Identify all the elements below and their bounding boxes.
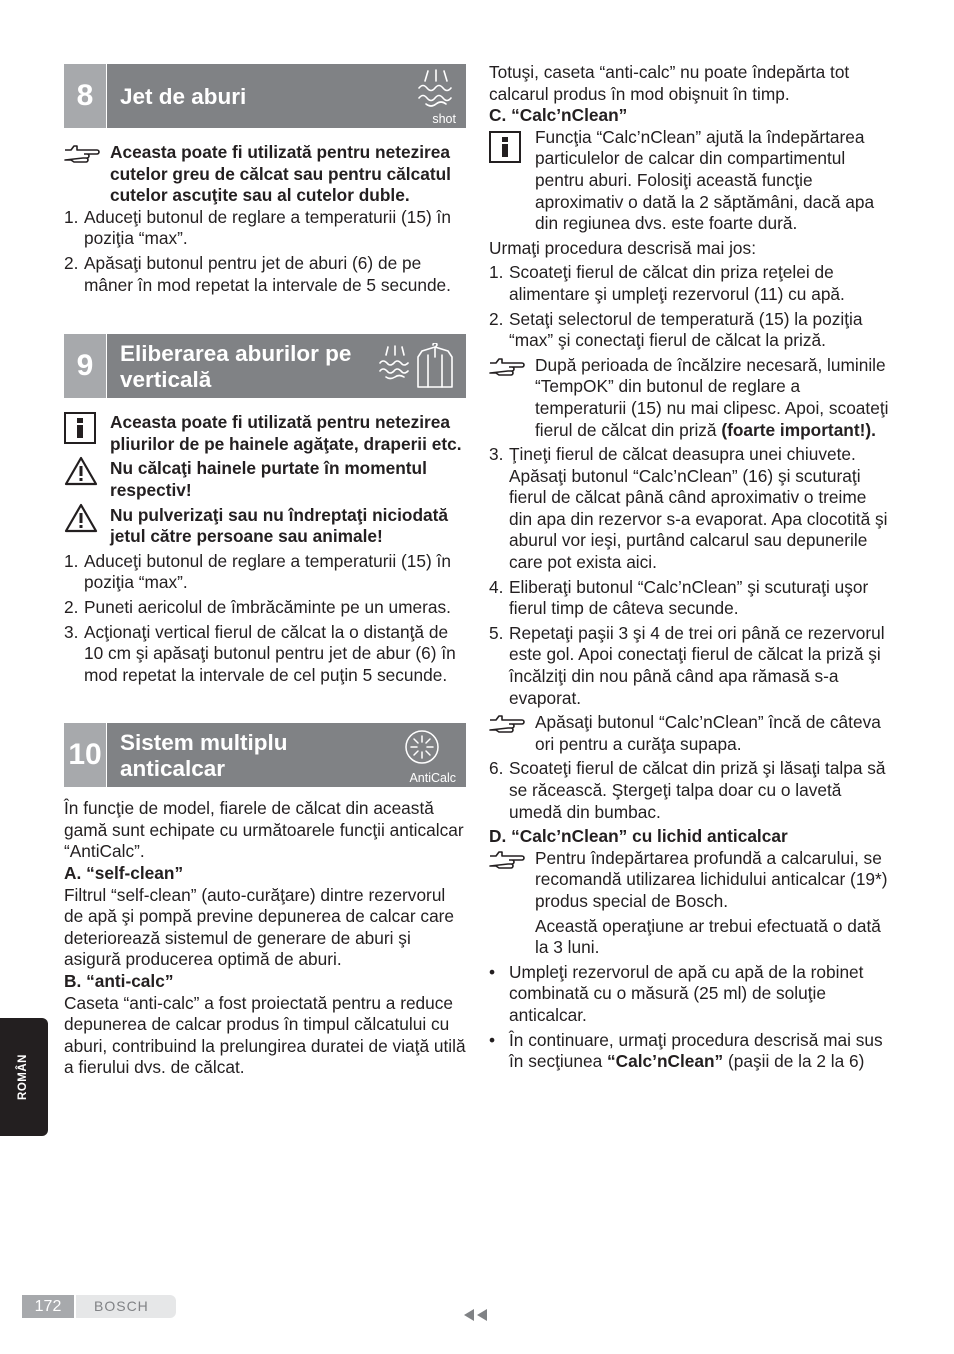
section-number: 10 bbox=[64, 723, 106, 787]
tip-note bbox=[489, 355, 894, 441]
section-9-header bbox=[64, 334, 466, 398]
right-column bbox=[489, 62, 894, 1073]
list-item: 4. Eliberaţi butonul “Calc’nClean” şi scuturaţi uşor fierul timp de câteva secunde. bbox=[489, 576, 869, 619]
steam-shot-icon bbox=[414, 68, 458, 110]
warning-text: Nu călcaţi hainele purtate în momentul respectiv! bbox=[110, 458, 427, 500]
warning-text: Nu pulverizaţi sau nu îndreptaţi niciodată jetul către persoane sau animale! bbox=[110, 504, 448, 547]
tip-note bbox=[489, 712, 894, 755]
pointing-hand-icon bbox=[489, 714, 525, 734]
shot-label: shot bbox=[432, 112, 456, 126]
warning-icon bbox=[64, 503, 98, 533]
subheading: A. “self-clean” bbox=[64, 863, 184, 884]
tip-note bbox=[64, 142, 466, 207]
section-title-bar bbox=[107, 334, 466, 398]
tip-text: După perioada de încălzire necesară, luminile “TempOK” din butonul de reglare a temperaturii (15) nu mai clipesc. Apoi, scoateţi fierul de călcat din priză (foarte important!). bbox=[535, 354, 889, 440]
section-title: Jet de aburi bbox=[120, 84, 247, 109]
info-icon bbox=[489, 131, 521, 163]
list-item: 1. Aduceţi butonul de reglare a temperaturii (15) în poziţia “max”. bbox=[64, 550, 451, 593]
tip-note bbox=[489, 848, 894, 959]
tip-text: Pentru îndepărtarea profundă a calcarului, se recomandă utilizarea lichidului anticalcar (19*) produs special de Bosch. bbox=[535, 847, 888, 911]
paragraph: Filtrul “self-clean” (auto-curăţare) dintre rezervorul de apă şi pompă previne depunerea de calcar care deteriorează sistemul de generare de aburi şi asigură producerea optimă de aburi. bbox=[64, 884, 455, 970]
info-text: Aceasta poate fi utilizată pentru netezirea pliurilor de pe hainele agăţate, draperii etc. bbox=[110, 412, 462, 454]
info-icon bbox=[64, 412, 96, 444]
info-text: Funcţia “Calc’nClean” ajută la îndepărtarea particulelor de calcar din compartimentul pentru aburi. Folosiţi această funcţie aproximativ o dată la 2 săptămâni, dacă apa din regiunea dvs. este foarte dură. bbox=[535, 126, 875, 234]
pointing-hand-icon bbox=[64, 144, 100, 164]
list-item: 1. Scoateţi fierul de călcat din priza reţelei de alimentare şi umpleţi rezervorul (11) cu apă. bbox=[489, 262, 845, 304]
subheading: C. “Calc’nClean” bbox=[489, 105, 628, 126]
list-item: 2. Puneti aericolul de îmbrăcăminte pe un umeras. bbox=[64, 596, 451, 617]
section-number: 8 bbox=[64, 64, 106, 128]
page-number: 172 bbox=[22, 1295, 74, 1318]
list-item: 1. Aduceţi butonul de reglare a temperaturii (15) în poziţia “max”. bbox=[64, 206, 451, 249]
bullet-item: • În continuare, urmaţi procedura descrisă mai sus în secţiunea “Calc’nClean” (paşii de la 2 la 6) bbox=[489, 1029, 883, 1072]
previous-page-arrows-icon bbox=[462, 1308, 490, 1322]
section-title-bar bbox=[107, 64, 466, 128]
left-column bbox=[64, 64, 466, 1079]
list-item: 3. Ţineţi fierul de călcat deasupra unei chiuvete. Apăsaţi butonul “Calc’nClean” (16) şi scuturaţi fierul de călcat până când aproximativ o treime din apa din rezervor s-a evaporat. Apa clocotită şi aburul vor ieşi, purtând calcarul sau depunerile care pot exista aici. bbox=[489, 444, 888, 573]
warning-note bbox=[64, 505, 466, 548]
warning-icon bbox=[64, 456, 98, 486]
paragraph: Caseta “anti-calc” a fost proiectată pentru a reduce depunerea de calcar produs în timpul călcatului cu aburi, contribuind la prelungirea duratei de viaţă utilă a fierului dvs. de călcat. bbox=[64, 992, 466, 1078]
warning-note bbox=[64, 458, 466, 501]
tip-text: Aceasta poate fi utilizată pentru netezirea cutelor greu de călcat sau pentru călcatul cutelor ascuţite sau al cutelor duble. bbox=[110, 142, 451, 206]
vertical-steam-icon bbox=[378, 343, 458, 389]
bullet-item: • Umpleţi rezervorul de apă cu apă de la robinet combinată cu o măsură (25 ml) de soluţie anticalcar. bbox=[489, 961, 864, 1025]
section-8-header bbox=[64, 64, 466, 128]
language-tab: ROMÂN bbox=[0, 1018, 48, 1136]
list-item: 2. Setaţi selectorul de temperatură (15) la poziţia “max” şi conectaţi fierul de călcat la priză. bbox=[489, 308, 863, 351]
tip-text: Apăsaţi butonul “Calc’nClean” încă de câteva ori pentru a curăţa supapa. bbox=[535, 712, 881, 754]
paragraph: În funcţie de model, fiarele de călcat din această gamă sunt echipate cu următoarele funcţii anticalcar “AntiCalc”. bbox=[64, 798, 464, 862]
list-item: 3. Acţionaţi vertical fierul de călcat la o distanţă de 10 cm şi apăsaţi butonul pentru jet de abur (6) în mod repetat la intervale de cel puţin 5 secunde. bbox=[64, 621, 456, 685]
anticalc-label: AntiCalc bbox=[409, 771, 456, 786]
list-item: 5. Repetaţi paşii 3 şi 4 de trei ori până ce rezervorul este gol. Apoi conectaţi fierul de călcat la priză şi încălziţi din nou până când apa rămasă s-a evaporat. bbox=[489, 622, 885, 708]
paragraph: Totuşi, caseta “anti-calc” nu poate îndepărta tot calcarul produs în mod obişnuit în timp. bbox=[489, 62, 850, 104]
subheading: B. “anti-calc” bbox=[64, 971, 174, 992]
subheading: D. “Calc’nClean” cu lichid anticalcar bbox=[489, 826, 788, 847]
paragraph: Urmaţi procedura descrisă mai jos: bbox=[489, 237, 756, 258]
info-note bbox=[489, 127, 894, 235]
info-note bbox=[64, 412, 466, 455]
section-number: 9 bbox=[64, 334, 106, 398]
tip-text: Această operaţiune ar trebui efectuată o dată la 3 luni. bbox=[535, 915, 881, 958]
list-item: 2. Apăsaţi butonul pentru jet de aburi (6) de pe mâner în mod repetat la intervale de 5 secunde. bbox=[64, 252, 451, 295]
section-title: Eliberarea aburilor pe verticală bbox=[120, 341, 352, 393]
section-title: Sistem multiplu anticalcar bbox=[120, 730, 288, 782]
section-title-bar bbox=[107, 723, 466, 787]
brand-label: BOSCH bbox=[76, 1295, 176, 1318]
section-10-header bbox=[64, 723, 466, 787]
pointing-hand-icon bbox=[489, 357, 525, 377]
pointing-hand-icon bbox=[489, 850, 525, 870]
list-item: 6. Scoateţi fierul de călcat din priză şi lăsaţi talpa să se răcească. Ştergeţi talpa doar cu o lavetă umedă din bumbac. bbox=[489, 758, 886, 822]
anticalc-icon bbox=[404, 729, 440, 765]
